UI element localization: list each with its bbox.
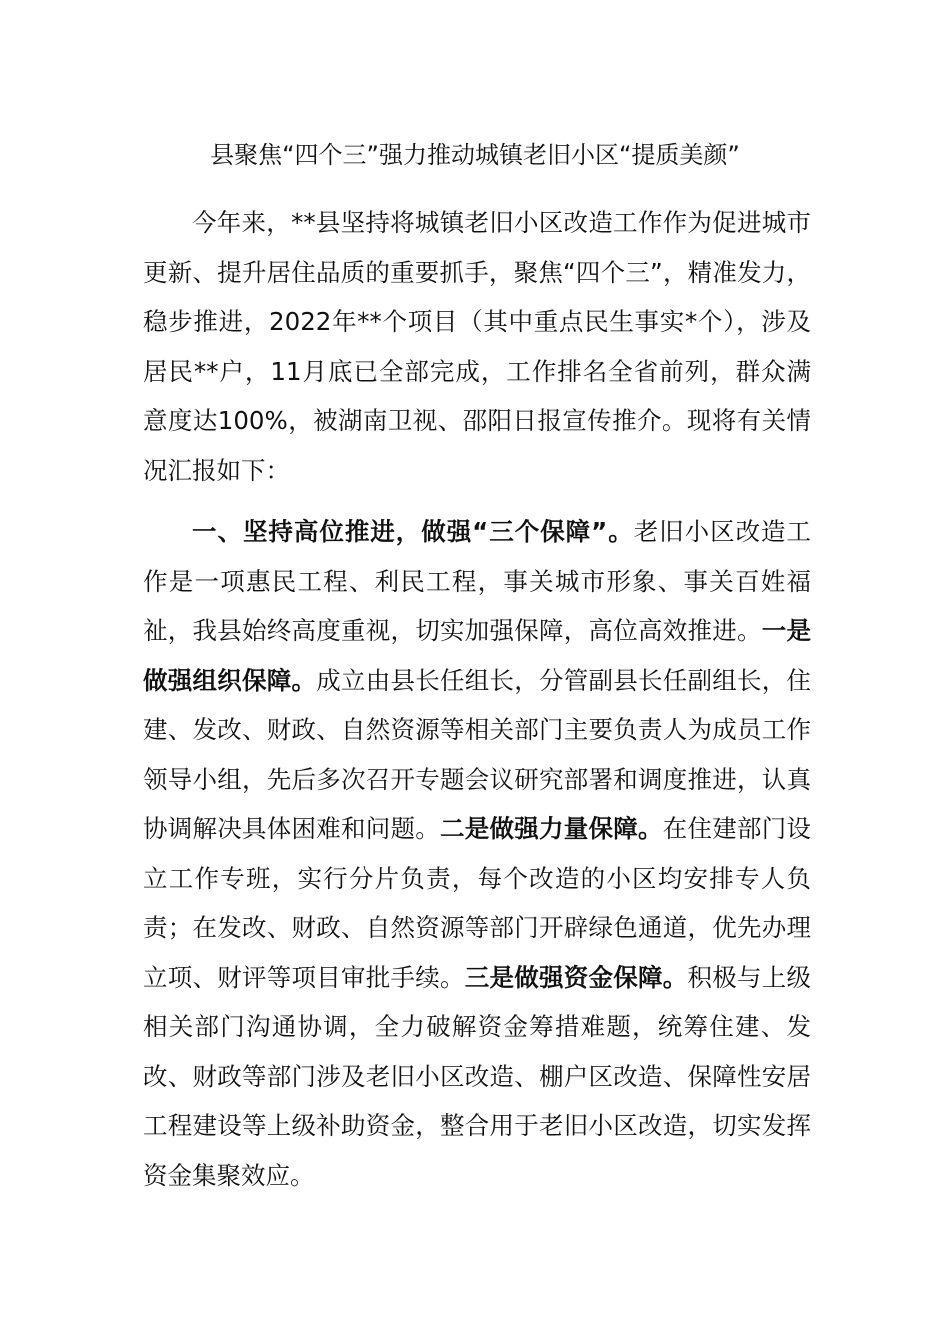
item-two-text: 在住建部门设立工作专班，实行分片负责，每个改造的小区均安排专人负责；在发改、财政、自然资源等部门开辟绿色通道，优先办理立项、财评等项目审批手续。 (143, 814, 811, 992)
paragraph-intro: 今年来，**县坚持将城镇老旧小区改造工作作为促进城市更新、提升居住品质的重要抓手，聚焦“四个三”，精准发力，稳步推进，2022年**个项目（其中重点民生事实*个），涉及居民**户，11月底已全部完成，工作排名全省前列，群众满意度达100%，被湖南卫视、邵阳日报宣传推介。现将有关情况汇报如下： (143, 208, 811, 485)
paragraph-section-one (143, 507, 811, 1200)
section-heading: 一、坚持高位推进，做强“三个保障”。 (192, 517, 634, 546)
item-two-lead: 二是做强力量保障。 (440, 814, 663, 843)
section-intro-text: 老旧小区改造工作是一项惠民工程、利民工程，事关城市形象、事关百姓福祉，我县始终高度重视，切实加强保障，高位高效推进。 (143, 517, 812, 645)
item-three-lead: 三是做强资金保障。 (464, 962, 688, 992)
item-one-text: 成立由县长任组长，分管副县长任副组长，住建、发改、财政、自然资源等相关部门主要负责人为成员工作领导小组，先后多次召开专题会议研究部署和调度推进，认真协调解决具体困难和问题。 (143, 665, 811, 843)
item-three-text: 积极与上级相关部门沟通协调，全力破解资金筹措难题，统筹住建、发改、财政等部门涉及老旧小区改造、棚户区改造、保障性安居工程建设等上级补助资金，整合用于老旧小区改造，切实发挥资金集聚效应。 (143, 962, 811, 1190)
item-one-lead: 一是做强组织保障。 (143, 616, 811, 695)
document-title: 县聚焦“四个三”强力推动城镇老旧小区“提质美颜” (210, 141, 740, 169)
